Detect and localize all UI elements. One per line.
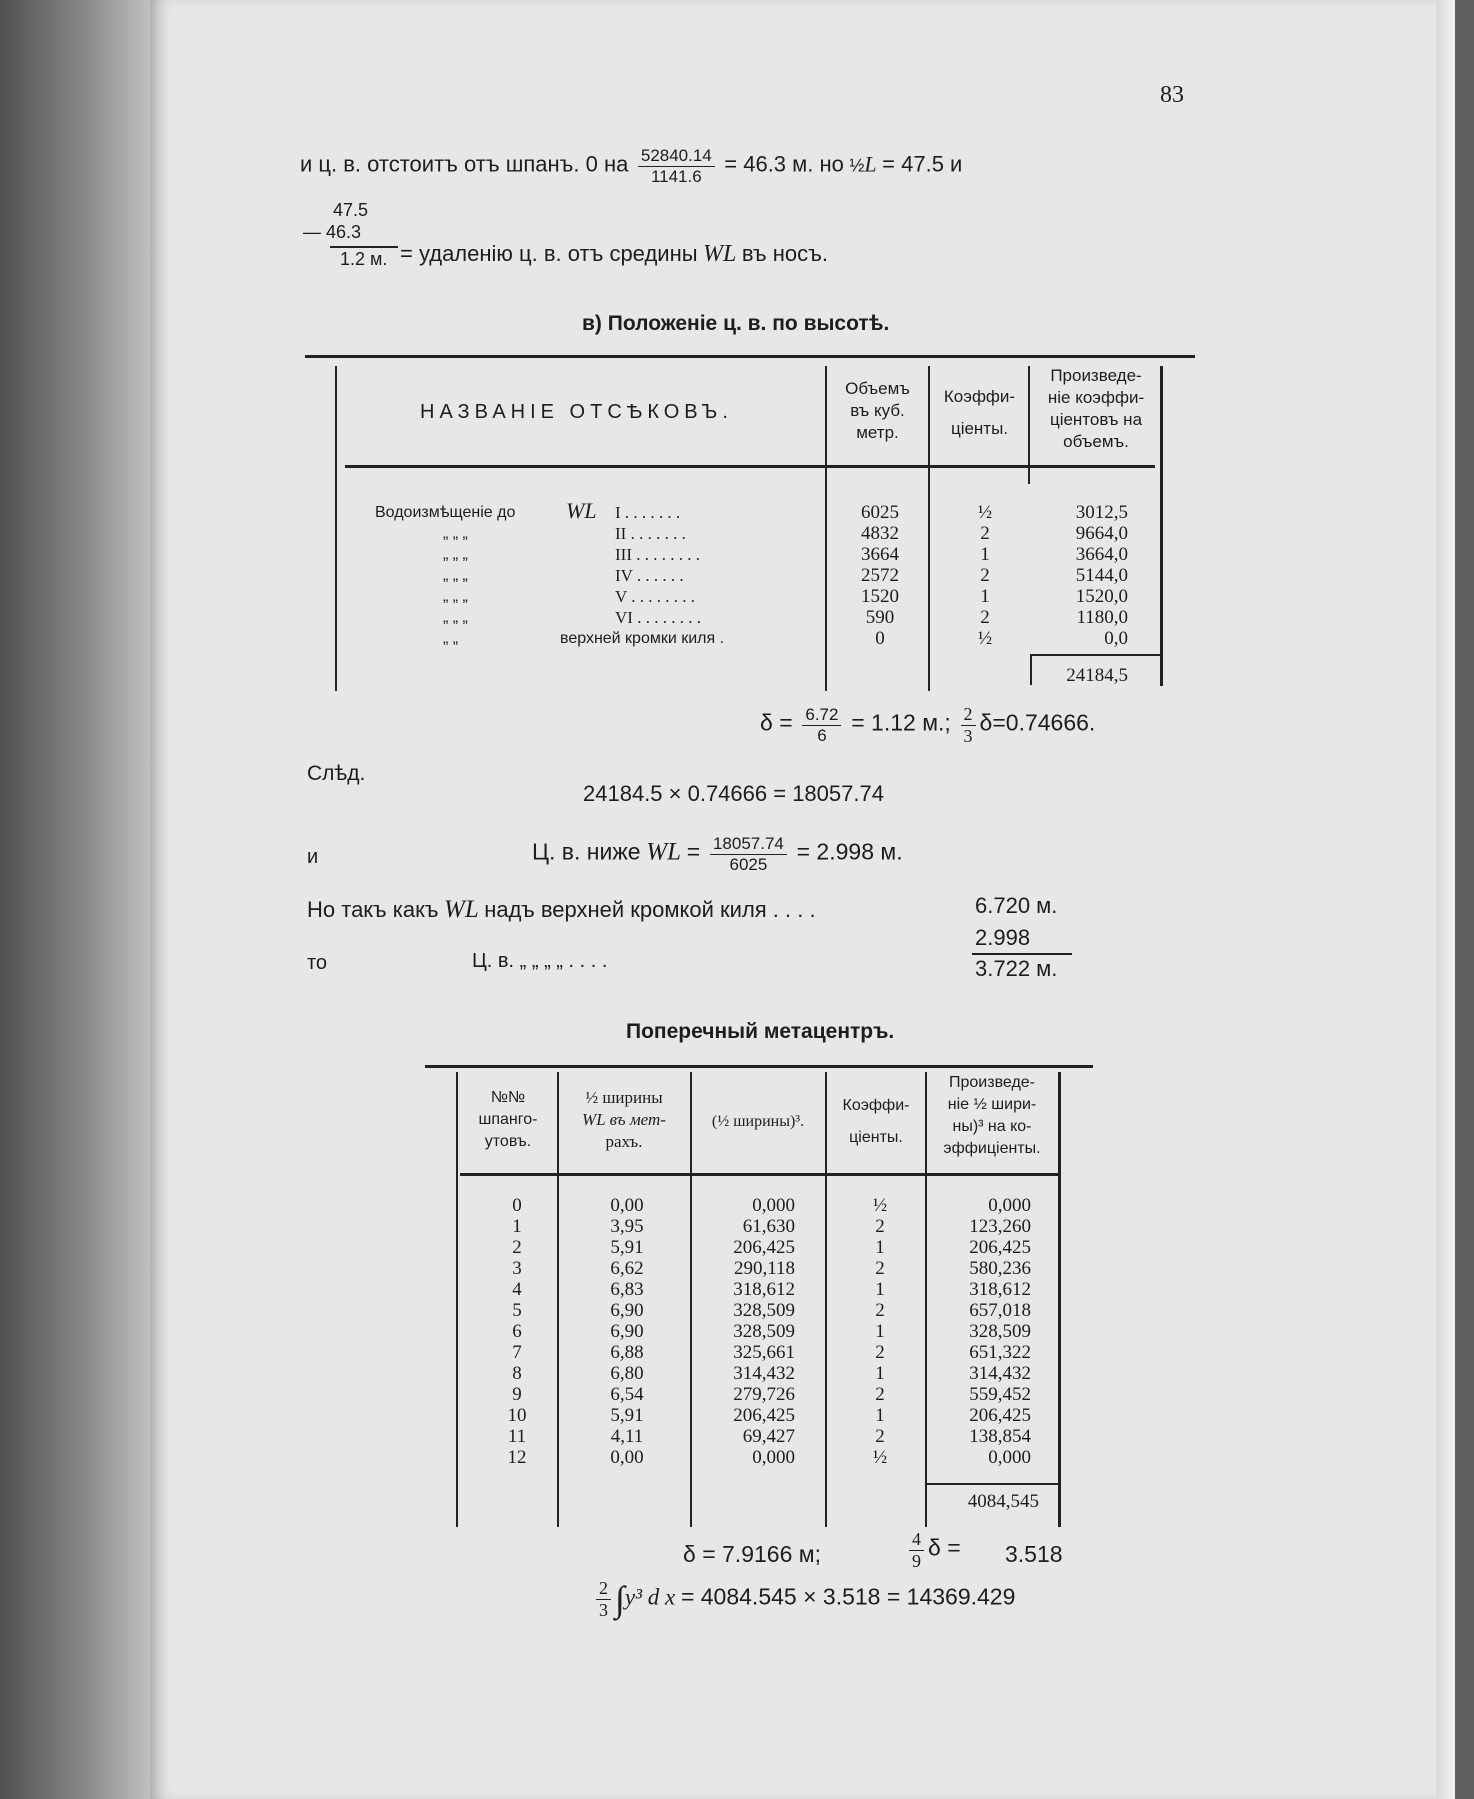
no-value: 6.720 м. [975, 893, 1058, 918]
cv-eq: = [686, 838, 701, 865]
table1-top-rule [305, 355, 1195, 358]
header-coef-1: Коэффи- [943, 387, 1016, 406]
meta-delta-line [905, 1530, 961, 1571]
table1-total: 24184,5 [1066, 665, 1128, 686]
table1-row-roman: II . . . . . . . [615, 524, 686, 543]
t2-header-coef-2: ціенты. [849, 1129, 903, 1146]
table2-num-col [477, 1195, 557, 1468]
table2-cube-cell: 314,432 [733, 1363, 795, 1384]
t2-header-half-3: рахъ. [605, 1132, 643, 1151]
t2-header-num-1: №№ [490, 1089, 526, 1106]
table2-half-col [582, 1195, 672, 1468]
table1-header-coef [932, 381, 1027, 445]
table2-num-cell: 12 [507, 1447, 527, 1468]
table2-prod-cell: 0,000 [988, 1195, 1031, 1216]
integral-fraction-num: 2 [596, 1579, 611, 1600]
table1-vol: 6025 [861, 502, 899, 523]
table1-prod: 3664,0 [1075, 544, 1128, 565]
delta-line [760, 705, 1095, 746]
table2-cube-cell: 206,425 [733, 1405, 795, 1426]
table1-vol: 1520 [861, 586, 899, 607]
table2-coef-cell: ½ [872, 1195, 888, 1216]
t2-header-half-2: WL въ мет- [582, 1110, 666, 1129]
t2-header-num-3: утовъ. [484, 1133, 532, 1150]
table2-prod-cell: 0,000 [988, 1447, 1031, 1468]
table2-num-cell: 6 [512, 1321, 522, 1342]
header-vol-3: метр. [856, 423, 899, 442]
table2-header-cube: (½ ширины)³. [711, 1113, 805, 1130]
table2-cube-cell: 69,427 [742, 1426, 795, 1447]
table2-coef-cell: 1 [875, 1405, 885, 1426]
table1-coef: 2 [980, 607, 990, 628]
table2-num-cell: 9 [512, 1384, 522, 1405]
sled-word: Слѣд. [307, 762, 366, 785]
table2-num-cell: 3 [512, 1258, 522, 1279]
sub-top: 47.5 [333, 200, 369, 220]
table2-num-cell: 10 [507, 1405, 527, 1426]
cv-fraction-num: 18057.74 [710, 835, 787, 855]
table2-half-cell: 6,80 [610, 1363, 644, 1384]
sub-result: 1.2 м. [340, 249, 388, 269]
table1-row-name: „ „ „ [443, 546, 468, 563]
intro-line3-wl: WL [703, 241, 737, 267]
t2-header-coef-1: Коэффи- [842, 1097, 910, 1114]
delta-text-c: δ=0.74666. [979, 709, 1096, 736]
integral-fraction-den: 3 [599, 1599, 608, 1620]
cv-text-a: Ц. в. ниже [532, 838, 641, 865]
table2-num-cell: 8 [512, 1363, 522, 1384]
table2-total-rule [927, 1483, 1058, 1485]
table1-prod: 1520,0 [1075, 586, 1128, 607]
table2-header-prod [927, 1072, 1057, 1160]
table2-cube-cell: 0,000 [752, 1195, 795, 1216]
table2-half-cell: 6,88 [610, 1342, 644, 1363]
table2-prod-cell: 559,452 [969, 1384, 1031, 1405]
t2-header-num-2: шпанго- [478, 1111, 538, 1128]
header-prod-3: ціентовъ на [1049, 410, 1143, 429]
header-prod-4: объемъ. [1063, 432, 1129, 451]
section-v-title: в) Положеніе ц. в. по высотѣ. [582, 312, 890, 335]
meta-four-ninths-den: 9 [912, 1550, 921, 1571]
table2-left-rule [456, 1072, 458, 1527]
table1-vrule-1 [825, 366, 827, 691]
table1-total-rule [1030, 654, 1160, 656]
table1-prod: 3012,5 [1075, 502, 1128, 523]
table1-vol-col [840, 502, 920, 649]
integral-expr: y³ d x [624, 1584, 676, 1610]
table2-coef-col [845, 1195, 915, 1468]
header-prod-2: ніе коэффи- [1047, 388, 1145, 407]
table1-prod: 1180,0 [1076, 607, 1128, 628]
t2-header-prod-4: эффиціенты. [943, 1140, 1041, 1157]
table2-coef-cell: 2 [875, 1342, 885, 1363]
no-text-b: надъ верхней кромкой киля . . . . [484, 897, 816, 922]
sub-rule [330, 246, 398, 248]
table2-prod-cell: 138,854 [969, 1426, 1031, 1447]
page-edge [1436, 0, 1455, 1799]
table2-half-cell: 5,91 [610, 1405, 644, 1426]
table2-coef-cell: 2 [875, 1384, 885, 1405]
table2-half-cell: 4,11 [610, 1426, 644, 1447]
table1-coef: ½ [977, 502, 993, 523]
t2-header-prod-2: ніе ½ шири- [947, 1096, 1037, 1113]
table1-row-roman: V . . . . . . . . [615, 587, 695, 606]
to-word: то [307, 952, 328, 974]
sub-mid: — 46.3 [303, 222, 362, 242]
table2-prod-cell: 580,236 [969, 1258, 1031, 1279]
table1-coef: 2 [980, 523, 990, 544]
table2-num-cell: 1 [512, 1216, 522, 1237]
table2-prod-cell: 206,425 [969, 1237, 1031, 1258]
table2-half-cell: 0,00 [610, 1195, 644, 1216]
table2-header-rule [460, 1173, 1058, 1176]
delta-fraction-num: 6.72 [802, 706, 841, 726]
table2-coef-cell: 1 [875, 1321, 885, 1342]
table2-top-rule [425, 1065, 1093, 1068]
table1-names [375, 502, 565, 649]
table2-header-coef [828, 1090, 924, 1154]
meta-delta-b: δ = [928, 1534, 961, 1561]
header-vol-2: въ куб. [850, 401, 905, 420]
header-prod-1: Произведе- [1050, 366, 1142, 385]
sum-rule [972, 953, 1072, 955]
intro-half: ½ [849, 155, 865, 176]
table2-half-cell: 3,95 [610, 1216, 644, 1237]
intro-fraction [638, 147, 715, 186]
page-number: 83 [1160, 82, 1184, 108]
table1-row-roman: III . . . . . . . . [615, 545, 700, 564]
table2-num-cell: 2 [512, 1237, 522, 1258]
table2-coef-cell: 2 [875, 1216, 885, 1237]
table2-cube-cell: 0,000 [752, 1447, 795, 1468]
intro-line-1 [300, 147, 962, 186]
cv-wl: WL [646, 838, 682, 866]
integral-line [592, 1578, 1015, 1620]
intro-text-c: = 47.5 и [882, 151, 963, 177]
cv-line [532, 835, 903, 874]
delta-fraction-den: 6 [817, 725, 827, 745]
table1-header-rule [345, 465, 1155, 468]
table2-vrule-3 [825, 1072, 827, 1527]
table1-row-name: „ „ [443, 630, 459, 647]
to-cv: Ц. в. „ „ „ „ . . . . [472, 950, 608, 972]
table2-prod-cell: 206,425 [969, 1405, 1031, 1426]
table1-coef: 1 [980, 586, 990, 607]
book-spine [0, 0, 160, 1799]
intro-text-a: и ц. в. отстоитъ отъ шпанъ. 0 на [300, 151, 629, 177]
table2-num-cell: 0 [512, 1195, 522, 1216]
table2-half-cell: 6,62 [610, 1258, 644, 1279]
table1-prod-col [1040, 502, 1128, 649]
table2-prod-cell: 657,018 [969, 1300, 1031, 1321]
t2-header-prod-3: ны)³ на ко- [952, 1118, 1032, 1135]
table2-coef-cell: 2 [875, 1300, 885, 1321]
table2-coef-cell: 2 [875, 1258, 885, 1279]
table1-header-name: НАЗВАНІЕ ОТСѢКОВЪ. [420, 401, 733, 423]
header-vol-1: Объемъ [845, 379, 910, 398]
table2-cube-col [695, 1195, 795, 1468]
table2-vrule-1 [557, 1072, 559, 1527]
table1-row-name: Водоизмѣщеніе до [375, 504, 516, 521]
table2-header-num [460, 1087, 556, 1153]
table2-coef-cell: 1 [875, 1363, 885, 1384]
table2-cube-cell: 328,509 [733, 1321, 795, 1342]
table2-cube-cell: 61,630 [742, 1216, 795, 1237]
table2-half-cell: 6,90 [610, 1321, 644, 1342]
delta-text-b: = 1.12 м.; [851, 709, 951, 736]
table1-row-wl: WL [566, 498, 597, 523]
table1-row-roman: VI . . . . . . . . [615, 608, 701, 627]
table1-row-name: „ „ „ [443, 609, 468, 626]
table2-cube-cell: 328,509 [733, 1300, 795, 1321]
t2-header-prod-1: Произведе- [949, 1074, 1035, 1091]
table2-prod-cell: 318,612 [969, 1279, 1031, 1300]
integral-rhs: = 4084.545 × 3.518 = 14369.429 [680, 1583, 1016, 1610]
table1-vol: 590 [865, 607, 895, 628]
table2-half-cell: 0,00 [610, 1447, 644, 1468]
meta-delta-value: 3.518 [1005, 1541, 1063, 1567]
table2-num-cell: 4 [512, 1279, 522, 1300]
table2-cube-cell: 290,118 [733, 1258, 795, 1279]
table1-vol: 3664 [861, 544, 899, 565]
table1-coef: ½ [977, 628, 993, 649]
table1-row-name: „ „ „ [443, 588, 468, 605]
table2-num-cell: 11 [507, 1426, 527, 1447]
table2-half-cell: 6,83 [610, 1279, 644, 1300]
table1-prod: 9664,0 [1075, 523, 1128, 544]
table1-coef-col [945, 502, 1025, 649]
table2-cube-cell: 206,425 [733, 1237, 795, 1258]
table1-vol: 2572 [861, 565, 899, 586]
table1-prod: 0,0 [1104, 628, 1128, 649]
table1-row-roman: I . . . . . . . [615, 503, 681, 522]
table2-prod-cell: 651,322 [969, 1342, 1031, 1363]
cv-fraction-den: 6025 [729, 854, 768, 874]
table2-prod-cell: 328,509 [969, 1321, 1031, 1342]
table2-cube-cell: 325,661 [733, 1342, 795, 1363]
table2-coef-cell: 2 [875, 1426, 885, 1447]
section-meta-title: Поперечный метацентръ. [626, 1020, 895, 1043]
meta-four-ninths-num: 4 [909, 1530, 924, 1551]
delta-text-a: δ = [760, 709, 793, 736]
table1-vol: 0 [875, 628, 885, 649]
table2-half-cell: 6,54 [610, 1384, 644, 1405]
table2-coef-cell: 1 [875, 1237, 885, 1258]
table2-total: 4084,545 [967, 1491, 1039, 1512]
table1-row-roman: верхней кромки киля . [560, 630, 725, 647]
table2-num-cell: 5 [512, 1300, 522, 1321]
intro-text-b: = 46.3 м. но [724, 151, 844, 177]
table2-coef-cell: ½ [872, 1447, 888, 1468]
table2-coef-cell: 1 [875, 1279, 885, 1300]
delta-fraction [802, 706, 841, 745]
delta-two-thirds-num: 2 [961, 705, 976, 726]
meta-four-ninths [909, 1530, 924, 1571]
delta-two-thirds [961, 705, 976, 746]
intro-L: L [864, 151, 877, 177]
table2-half-cell: 5,91 [610, 1237, 644, 1258]
delta-two-thirds-den: 3 [963, 725, 973, 746]
table2-right-rule [1058, 1072, 1061, 1527]
t2-header-half-1: ½ ширины [585, 1088, 663, 1107]
table1-vol: 4832 [861, 523, 899, 544]
table2-prod-cell: 123,260 [969, 1216, 1031, 1237]
intro-fraction-num: 52840.14 [638, 147, 715, 167]
table1-left-rule [335, 366, 337, 691]
table2-num-cell: 7 [512, 1342, 522, 1363]
table1-coef: 2 [980, 565, 990, 586]
table1-vrule-2 [928, 366, 930, 691]
intro-line-3 [400, 241, 828, 268]
integral-sign: ∫ [615, 1579, 625, 1619]
no-text-a: Но такъ какъ [307, 897, 439, 922]
table1-header-vol [830, 378, 925, 444]
table2-cube-cell: 279,726 [733, 1384, 795, 1405]
sub-value: 2.998 [975, 925, 1031, 950]
table1-row-name: „ „ „ [443, 525, 468, 542]
table1-prod: 5144,0 [1075, 565, 1128, 586]
no-line [307, 896, 816, 924]
table2-prod-col [935, 1195, 1031, 1468]
to-value: 3.722 м. [975, 956, 1058, 981]
table2-prod-cell: 314,432 [969, 1363, 1031, 1384]
table1-row-roman: IV . . . . . . [615, 566, 684, 585]
header-coef-2: ціенты. [950, 419, 1009, 438]
table2-header-half [560, 1087, 688, 1153]
cv-fraction [710, 835, 787, 874]
intro-line3-end: въ носъ. [741, 241, 828, 266]
table1-header-prod [1032, 365, 1160, 453]
i-word: и [307, 846, 319, 868]
cv-text-b: = 2.998 м. [796, 838, 903, 865]
product-line: 24184.5 × 0.74666 = 18057.74 [583, 781, 884, 806]
table2-vrule-2 [690, 1072, 692, 1527]
table2-half-cell: 6,90 [610, 1300, 644, 1321]
table1-coef: 1 [980, 544, 990, 565]
intro-fraction-den: 1141.6 [650, 166, 702, 186]
no-wl: WL [444, 896, 479, 923]
table1-vrule-3b [1030, 655, 1032, 685]
table2-cube-cell: 318,612 [733, 1279, 795, 1300]
meta-delta-a: δ = 7.9166 м; [683, 1541, 821, 1567]
integral-fraction [596, 1579, 611, 1620]
table1-right-rule [1160, 366, 1163, 686]
table1-row-name: „ „ „ [443, 567, 468, 584]
intro-line3-text: = удаленію ц. в. отъ средины [400, 241, 698, 266]
